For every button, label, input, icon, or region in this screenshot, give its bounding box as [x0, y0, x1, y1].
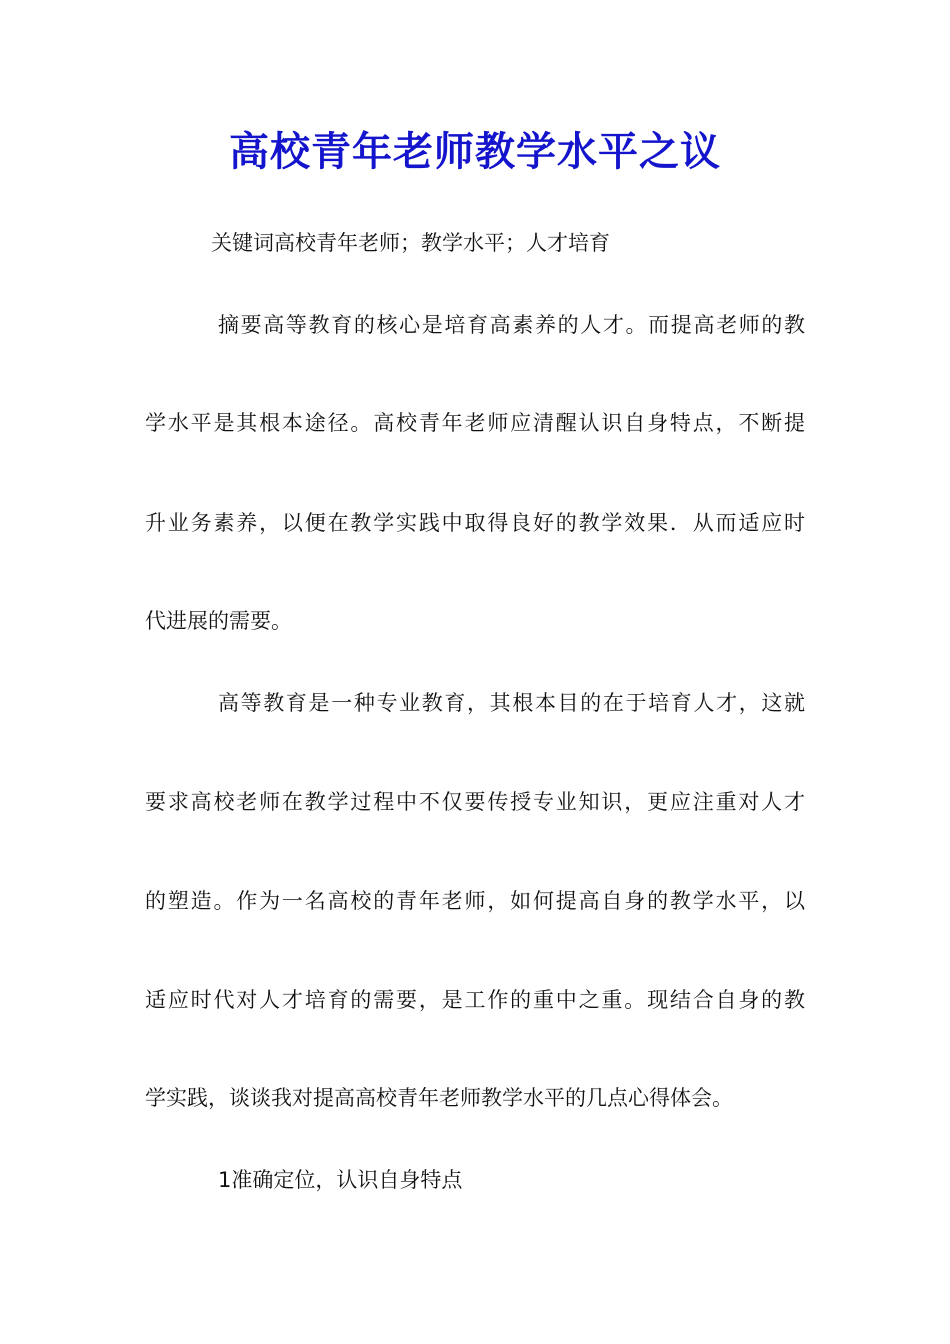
intro-line: 适应时代对人才培育的需要，是工作的重中之重。现结合自身的教	[145, 988, 805, 1012]
abstract-line: 代进展的需要。	[145, 609, 292, 633]
section-heading: 1准确定位，认识自身特点	[218, 1168, 463, 1192]
document-title: 高校青年老师教学水平之议	[229, 128, 721, 175]
intro-line: 学实践，谈谈我对提高高校青年老师教学水平的几点心得体会。	[145, 1086, 733, 1110]
abstract-line: 摘要高等教育的核心是培育高素养的人才。而提高老师的教	[218, 313, 805, 337]
intro-line: 要求高校老师在教学过程中不仅要传授专业知识，更应注重对人才	[145, 790, 805, 814]
abstract-line: 升业务素养，以便在教学实践中取得良好的教学效果．从而适应时	[145, 511, 805, 535]
intro-line: 高等教育是一种专业教育，其根本目的在于培育人才，这就	[218, 691, 805, 715]
abstract-line: 学水平是其根本途径。高校青年老师应清醒认识自身特点，不断提	[145, 411, 805, 435]
intro-line: 的塑造。作为一名高校的青年老师，如何提高自身的教学水平，以	[145, 889, 805, 913]
keywords-line: 关键词高校青年老师；教学水平；人才培育	[211, 231, 610, 255]
